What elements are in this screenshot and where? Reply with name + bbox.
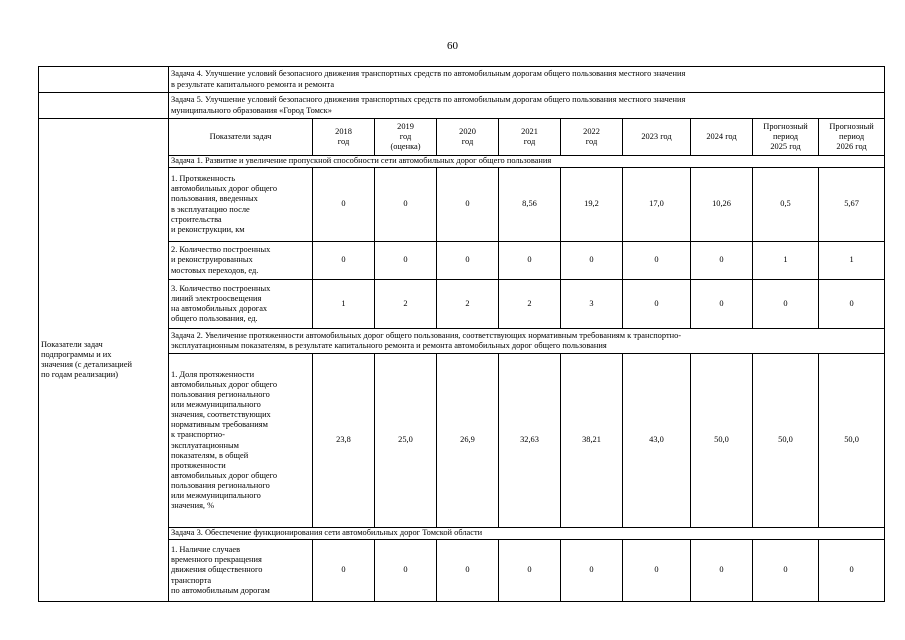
value-cell: 10,26 [691, 168, 753, 242]
value-cell: 23,8 [313, 354, 375, 528]
empty-cell [39, 67, 169, 93]
value-cell: 19,2 [561, 168, 623, 242]
value-cell: 0 [313, 540, 375, 602]
header-indicators: Показатели задач [169, 119, 313, 156]
section-title: Задача 3. Обеспечение функционирования сети автомобильных дорог Томской области [169, 528, 885, 540]
value-cell: 0 [437, 242, 499, 280]
value-cell: 2 [437, 280, 499, 329]
value-cell: 0 [313, 168, 375, 242]
value-cell: 32,63 [499, 354, 561, 528]
value-cell: 1 [819, 242, 885, 280]
value-cell: 0 [753, 540, 819, 602]
header-2021: 2021 год [499, 119, 561, 156]
header-2018: 2018 год [313, 119, 375, 156]
value-cell: 38,21 [561, 354, 623, 528]
indicator-name: 2. Количество построенных и реконструированных мостовых переходов, ед. [169, 242, 313, 280]
value-cell: 50,0 [819, 354, 885, 528]
header-2020: 2020 год [437, 119, 499, 156]
indicators-table [38, 66, 885, 602]
value-cell: 25,0 [375, 354, 437, 528]
value-cell: 0 [375, 168, 437, 242]
indicator-name: 1. Протяженность автомобильных дорог общего пользования, введенных в эксплуатацию после строительства и реконструкции, км [169, 168, 313, 242]
value-cell: 0 [753, 280, 819, 329]
task-4-text: Задача 4. Улучшение условий безопасного движения транспортных средств по автомобильным дорогам общего пользования местного значения в результате капитального ремонта и ремонта [169, 67, 885, 93]
header-2023: 2023 год [623, 119, 691, 156]
value-cell: 0 [819, 540, 885, 602]
value-cell: 0 [499, 242, 561, 280]
value-cell: 0 [313, 242, 375, 280]
page-number: 60 [447, 40, 458, 52]
header-2025: Прогнозный период 2025 год [753, 119, 819, 156]
indicator-name: 3. Количество построенных линий электроосвещения на автомобильных дорогах общего пользования, ед. [169, 280, 313, 329]
value-cell: 0 [499, 540, 561, 602]
value-cell: 2 [375, 280, 437, 329]
indicator-name: 1. Доля протяженности автомобильных дорог общего пользования регионального или межмуниципального значения, соответствующих нормативным требованиям к транспортно- эксплуатационным показателям, в общей протяженности автомобильных дорог общего пользования регионального или межмуниципального значения, % [169, 354, 313, 528]
left-label: Показатели задач подпрограммы и их значения (с детализацией по годам реализации) [39, 119, 169, 602]
value-cell: 8,56 [499, 168, 561, 242]
value-cell: 0 [561, 540, 623, 602]
empty-cell [39, 93, 169, 119]
value-cell: 43,0 [623, 354, 691, 528]
value-cell: 1 [753, 242, 819, 280]
header-2024: 2024 год [691, 119, 753, 156]
section-title: Задача 1. Развитие и увеличение пропускной способности сети автомобильных дорог общего пользования [169, 156, 885, 168]
header-2026: Прогнозный период 2026 год [819, 119, 885, 156]
value-cell: 0 [375, 242, 437, 280]
value-cell: 0 [561, 242, 623, 280]
value-cell: 0 [623, 242, 691, 280]
value-cell: 1 [313, 280, 375, 329]
indicator-name: 1. Наличие случаев временного прекращения движения общественного транспорта по автомобильным дорогам [169, 540, 313, 602]
value-cell: 50,0 [691, 354, 753, 528]
value-cell: 17,0 [623, 168, 691, 242]
value-cell: 2 [499, 280, 561, 329]
value-cell: 0 [623, 540, 691, 602]
value-cell: 0 [819, 280, 885, 329]
task-row [39, 67, 885, 93]
task-row [39, 93, 885, 119]
value-cell: 0,5 [753, 168, 819, 242]
section-title: Задача 2. Увеличение протяженности автомобильных дорог общего пользования, соответствующих нормативным требованиям к транспортно- эксплуатационным показателям, в результате капитального ремонта и ремонта автомобильных дорог общего пользования [169, 329, 885, 354]
value-cell: 50,0 [753, 354, 819, 528]
value-cell: 0 [437, 540, 499, 602]
value-cell: 0 [375, 540, 437, 602]
value-cell: 0 [623, 280, 691, 329]
value-cell: 0 [691, 280, 753, 329]
header-2019: 2019 год (оценка) [375, 119, 437, 156]
value-cell: 5,67 [819, 168, 885, 242]
value-cell: 3 [561, 280, 623, 329]
value-cell: 26,9 [437, 354, 499, 528]
value-cell: 0 [691, 242, 753, 280]
value-cell: 0 [437, 168, 499, 242]
header-row [39, 119, 885, 156]
value-cell: 0 [691, 540, 753, 602]
task-5-text: Задача 5. Улучшение условий безопасного движения транспортных средств по автомобильным дорогам общего пользования местного значения муниципального образования «Город Томск» [169, 93, 885, 119]
header-2022: 2022 год [561, 119, 623, 156]
